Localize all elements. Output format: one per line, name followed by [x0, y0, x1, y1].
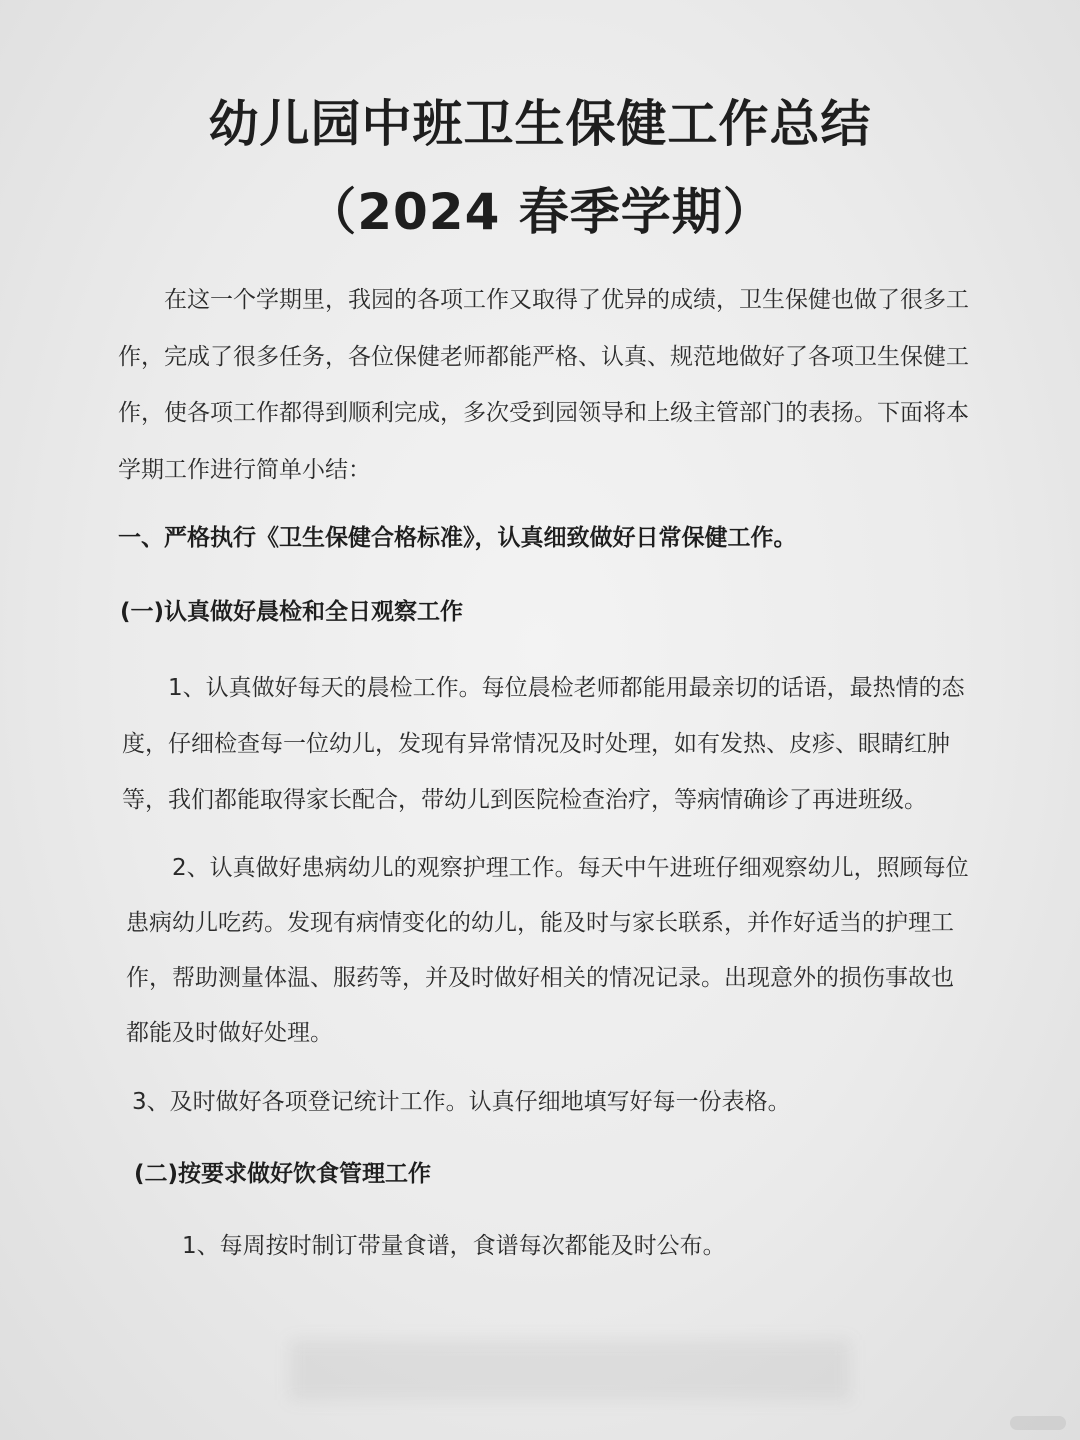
document-title: 幼儿园中班卫生保健工作总结: [208, 95, 872, 153]
watermark-mark: [1010, 1416, 1066, 1430]
document-subtitle: （2024 春季学期）: [306, 183, 774, 241]
bleed-through-shadow: [290, 1340, 850, 1400]
list-item-sick-care: 2、认真做好患病幼儿的观察护理工作。每天中午进班仔细观察幼儿，照顾每位患病幼儿吃药。发现有病情变化的幼儿，能及时与家长联系，并作好适当的护理工作，帮助测量体温、服药等，并及时做好相关的情况记录。出现意外的损伤事故也都能及时做好处理。: [126, 855, 969, 1046]
list-item-records: 3、及时做好各项登记统计工作。认真仔细地填写好每一份表格。: [132, 1089, 791, 1115]
subsection-heading-2: (二)按要求做好饮食管理工作: [134, 1161, 432, 1187]
list-item-menu: 1、每周按时制订带量食谱，食谱每次都能及时公布。: [182, 1233, 726, 1259]
section-heading-1: 一、严格执行《卫生保健合格标准》，认真细致做好日常保健工作。: [118, 525, 797, 551]
list-item-morning-check: 1、认真做好每天的晨检工作。每位晨检老师都能用最亲切的话语，最热情的态度，仔细检查每一位幼儿，发现有异常情况及时处理，如有发热、皮疹、眼睛红肿等，我们都能取得家长配合，带幼儿到医院检查治疗，等病情确诊了再进班级。: [122, 675, 965, 813]
intro-paragraph: 在这一个学期里，我园的各项工作又取得了优异的成绩，卫生保健也做了很多工作，完成了很多任务，各位保健老师都能严格、认真、规范地做好了各项卫生保健工作，使各项工作都得到顺利完成，多次受到园领导和上级主管部门的表扬。下面将本学期工作进行简单小结：: [118, 287, 969, 483]
subsection-heading-1: (一)认真做好晨检和全日观察工作: [120, 599, 464, 625]
